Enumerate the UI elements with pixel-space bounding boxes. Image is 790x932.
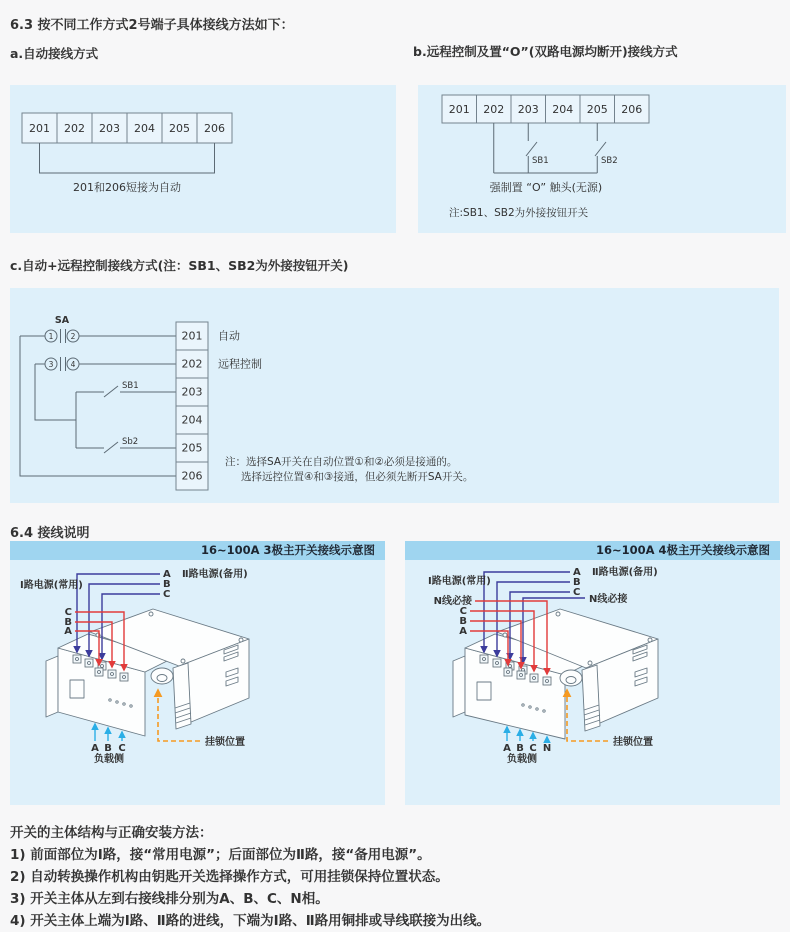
src2-phase-b: B xyxy=(163,579,171,590)
panel-c-note-line1: 注：选择SA开关在自动位置①和②必须是接通的。 xyxy=(225,456,458,468)
mounting-bracket xyxy=(453,656,465,717)
sb2-label: Sb2 xyxy=(122,437,139,447)
src1-phase-b: B xyxy=(64,617,72,628)
padlock-label: 挂锁位置 xyxy=(205,737,245,748)
switch-4pole-illustration xyxy=(405,560,780,805)
terminal-number: 204 xyxy=(134,122,155,135)
load-side-label: 负载侧 xyxy=(94,754,124,765)
panel-b-remote-wiring xyxy=(418,85,786,233)
load-phase-a: A xyxy=(503,743,511,754)
load-phase-c: C xyxy=(118,743,126,754)
terminal-number: 202 xyxy=(181,357,203,371)
subsection-c-title: c.自动+远程控制接线方式(注：SB1、SB2为外接按钮开关) xyxy=(10,258,349,273)
panel-a-diagram xyxy=(10,85,396,233)
panel-4pole-header: 16~100A 4极主开关接线示意图 xyxy=(405,541,780,560)
terminal-number: 201 xyxy=(181,329,203,343)
installation-notes xyxy=(10,822,780,932)
src2-phase-c: C xyxy=(573,587,581,598)
source1-n-label: N线必接 xyxy=(433,596,472,607)
terminal-number: 206 xyxy=(621,103,643,116)
src2-phase-a: A xyxy=(573,567,581,578)
short-link-201-206 xyxy=(40,143,215,173)
terminal-number: 205 xyxy=(169,122,190,135)
installation-note-item: 4) 开关主体上端为Ⅰ路、Ⅱ路的进线，下端为Ⅰ路、Ⅱ路用铜排或导线联接为出线。 xyxy=(10,913,491,929)
sb2-switch-blade xyxy=(104,442,118,453)
terminal-number: 203 xyxy=(99,122,120,135)
installation-note-item: 2) 自动转换操作机构由钥匙开关选择操作方式，可用挂锁保持位置状态。 xyxy=(10,869,449,885)
src1-phase-a: A xyxy=(459,626,467,637)
load-phase-c: C xyxy=(529,743,537,754)
subsection-a-title: a.自动接线方式 xyxy=(10,46,99,61)
panel-c-auto-remote-wiring xyxy=(10,288,779,503)
subsection-b-title: b.远程控制及置“O”(双路电源均断开)接线方式 xyxy=(413,44,678,59)
panel-b-note: 注:SB1、SB2为外接按钮开关 xyxy=(449,207,589,219)
source2-label: Ⅱ路电源(备用) xyxy=(182,569,248,580)
sb1-label: SB1 xyxy=(532,156,549,166)
panel-c-diagram xyxy=(10,288,779,503)
terminal-number: 201 xyxy=(29,122,50,135)
switch-3pole-illustration xyxy=(10,560,385,805)
src2-phase-b: B xyxy=(573,577,581,588)
panel-b-caption: 强制置 “O” 触头(无源) xyxy=(489,181,603,194)
sb2-label: SB2 xyxy=(601,156,618,166)
terminal-number: 202 xyxy=(64,122,85,135)
front-window xyxy=(477,682,491,700)
src1-phase-b: B xyxy=(459,616,467,627)
terminal-number: 206 xyxy=(181,469,203,483)
contact-gap xyxy=(61,329,66,343)
installation-note-item: 1) 前面部位为Ⅰ路，接“常用电源”；后面部位为Ⅱ路，接“备用电源”。 xyxy=(10,847,431,863)
load-side-label: 负载侧 xyxy=(507,754,537,765)
sb1-label: SB1 xyxy=(122,381,139,391)
load-phase-b: B xyxy=(516,743,524,754)
source2-label: Ⅱ路电源(备用) xyxy=(592,567,658,578)
sa-switch-label: SA xyxy=(54,315,70,326)
terminal-number: 204 xyxy=(552,103,574,116)
terminal-number: 203 xyxy=(517,103,539,116)
label-auto: 自动 xyxy=(218,329,240,343)
panel-c-note-line2: 选择远控位置④和③接通，但必须先断开SA开关。 xyxy=(241,471,474,483)
section-63-title: 6.3 按不同工作方式2号端子具体接线方法如下： xyxy=(10,18,294,33)
bus-remote-common xyxy=(35,364,76,448)
terminal-number: 203 xyxy=(181,385,203,399)
terminal-number: 205 xyxy=(586,103,608,116)
terminal-strip xyxy=(442,95,649,123)
terminal-column xyxy=(176,322,208,490)
terminal-number: 202 xyxy=(483,103,505,116)
src2-phase-a: A xyxy=(163,569,171,580)
installation-notes-heading: 开关的主体结构与正确安装方法： xyxy=(10,825,213,841)
source1-label: Ⅰ路电源(常用) xyxy=(428,576,491,587)
sb1-switch-blade xyxy=(526,142,537,156)
contact-3: 3 xyxy=(48,360,54,369)
padlock-label: 挂锁位置 xyxy=(613,737,653,748)
terminal-strip xyxy=(22,113,232,143)
source2-n-label: N线必接 xyxy=(589,594,628,605)
src1-phase-c: C xyxy=(64,607,72,618)
load-phase-b: B xyxy=(104,743,112,754)
terminal-number: 205 xyxy=(181,441,203,455)
panel-a-caption: 201和206短接为自动 xyxy=(73,181,181,194)
section-64-title: 6.4 接线说明 xyxy=(10,526,90,541)
panel-3pole-diagram xyxy=(10,541,385,805)
mounting-bracket xyxy=(46,656,58,717)
src2-phase-c: C xyxy=(163,589,171,600)
sb2-switch-blade xyxy=(595,142,606,156)
panel-a-auto-wiring xyxy=(10,85,396,233)
src1-phase-c: C xyxy=(459,606,467,617)
sb1-switch-blade xyxy=(104,386,118,397)
src1-phase-a: A xyxy=(64,626,72,637)
load-phase-n: N xyxy=(542,743,552,754)
installation-note-item: 3) 开关主体从左到右接线排分别为A、B、C、N相。 xyxy=(10,891,329,907)
terminal-number: 204 xyxy=(181,413,203,427)
front-window xyxy=(70,680,84,698)
panel-3pole-header: 16~100A 3极主开关接线示意图 xyxy=(10,541,385,560)
contact-4: 4 xyxy=(70,360,76,369)
bus-201-206 xyxy=(20,336,176,476)
load-phase-a: A xyxy=(91,743,99,754)
contact-2: 2 xyxy=(70,332,76,341)
panel-b-diagram xyxy=(418,85,786,233)
source1-label: Ⅰ路电源(常用) xyxy=(20,580,83,591)
contact-gap xyxy=(61,357,66,371)
label-remote: 远程控制 xyxy=(218,357,262,371)
panel-4pole-diagram xyxy=(405,541,780,805)
terminal-number: 201 xyxy=(448,103,470,116)
terminal-number: 206 xyxy=(204,122,225,135)
contact-1: 1 xyxy=(48,332,54,341)
